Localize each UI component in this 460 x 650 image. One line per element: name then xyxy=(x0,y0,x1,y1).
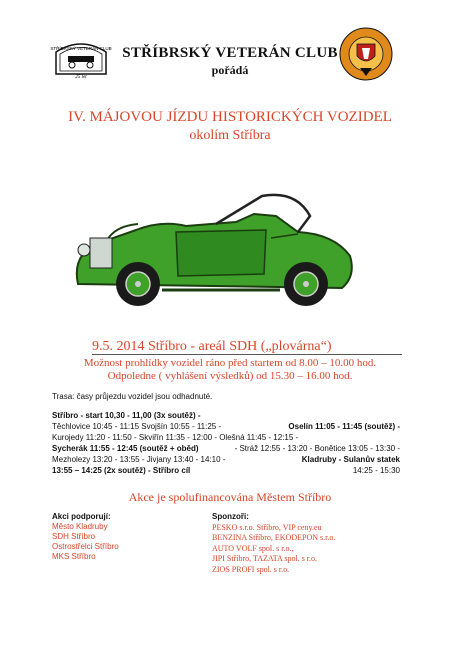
route-segment: Oselín 11:05 - 11:45 (soutěž) - xyxy=(288,422,400,431)
route-line xyxy=(52,421,400,432)
route-line xyxy=(52,410,400,421)
route-line xyxy=(52,454,400,465)
supporters-list xyxy=(52,512,119,562)
route-segment: Stříbro - start 10,30 - 11,00 (3x soutěž) - xyxy=(52,411,201,420)
list-item: SDH Stříbro xyxy=(52,532,96,541)
route-segment: Kladruby - Sulanův statek xyxy=(301,455,400,464)
route-segment: 14:25 - 15:30 xyxy=(352,466,400,475)
divider xyxy=(92,354,402,355)
list-item: Ostrostřelci Stříbro xyxy=(52,542,119,551)
route-line xyxy=(52,432,400,443)
route-segment: - Stráž 12:55 - 13:20 - Bonětice 13:05 - 13:30 - xyxy=(234,444,400,453)
list-item: Město Kladruby xyxy=(52,522,108,531)
list-item: AUTO VOLF spol. s r.o., xyxy=(212,543,294,553)
list-item: PESKO s.r.o. Stříbro, VIP ceny.eu xyxy=(212,522,322,532)
event-title: IV. MÁJOVOU JÍZDU HISTORICKÝCH VOZIDEL xyxy=(68,109,392,125)
route-segment: Těchlovice 10:45 - 11:15 Svojšín 10:55 - 11:25 - xyxy=(52,422,222,431)
list-item: ZIOS PROFI spol. s r.o. xyxy=(212,564,290,574)
sponsors-title: Sponzoři: xyxy=(212,512,249,521)
event-date-venue: 9.5. 2014 Stříbro - areál SDH („plovárna“) xyxy=(92,339,332,354)
sponsors-list xyxy=(212,512,335,575)
route-segment: 13:55 – 14:25 (2x soutěž) - Stříbro cíl xyxy=(52,466,191,475)
list-item: BENZINA Stříbro, EKODEPON s.r.o. xyxy=(212,533,336,542)
route-segment: Mezholezy 13:20 - 13:55 - Jivjany 13:40 - 14:10 - xyxy=(52,455,226,464)
event-subtitle: okolím Stříbra xyxy=(189,128,271,143)
supporters-title: Akci podporují: xyxy=(52,512,111,521)
route-segment: Kurojedy 11:20 - 11:50 - Skviřín 11:35 - 12:00 - Olešná 11:45 - 12:15 - xyxy=(52,433,299,442)
route-line xyxy=(52,443,400,454)
route-line xyxy=(52,465,400,476)
logo-left-year: 25 let xyxy=(75,75,87,80)
club-name: STŘÍBRSKÝ VETERÁN CLUB xyxy=(122,45,338,61)
list-item: MKS Stříbro xyxy=(52,552,96,561)
club-verb: pořádá xyxy=(211,63,249,77)
list-item: JIPI Stříbro, TAZATA spol. s r.o. xyxy=(212,554,318,563)
viewing-info: Možnost prohlídky vozidel ráno před startem od 8.00 – 10.00 hod. xyxy=(83,357,377,369)
route-schedule xyxy=(52,410,400,476)
route-segment: Sycherák 11:55 - 12:45 (soutěž + oběd) xyxy=(52,444,199,453)
logo-left-text: STŘÍBRSKÝ VETERÁN CLUB xyxy=(50,46,112,51)
results-info: Odpoledne ( vyhlášení výsledků) od 15.30 – 16.00 hod. xyxy=(107,370,353,382)
vintage-car-illustration xyxy=(66,186,362,310)
cofinance-note: Akce je spolufinancována Městem Stříbro xyxy=(128,490,332,504)
route-intro: Trasa: časy průjezdu vozidel jsou odhadnuté. xyxy=(52,392,213,401)
